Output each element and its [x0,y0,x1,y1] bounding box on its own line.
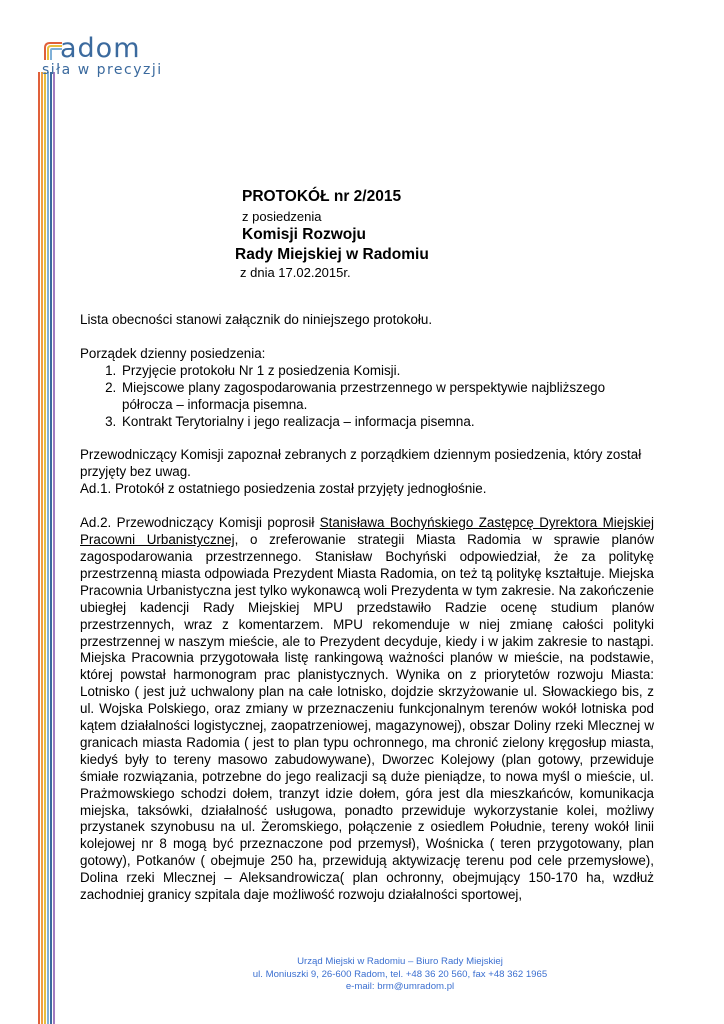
speaker-name: Stanisława Bochyńskiego Zastępcę Dyrektora Miejskiej Pracowni Urbanistycznej [80,515,654,548]
attendance-note: Lista obecności stanowi załącznik do niniejszego protokołu. [80,312,433,327]
document-title: PROTOKÓŁ nr 2/2015 [242,188,402,205]
paragraph-agenda-accepted: Przewodniczący Komisji zapoznał zebranych z porządkiem dziennym posiedzenia, który został przyjęty bez uwag. [80,447,642,480]
paragraph-ad2 [80,515,654,904]
decorative-stripes [38,72,56,1024]
ad2-content: , o zreferowanie strategii Miasta Radomia w sprawie planów zagospodarowania przestrzennego. Stanisław Bochyński odpowiedział, że za politykę przestrzenną miasta odpowiada Prezydent Miasta Radomia, on też tą politykę kształtuje. Miejska Pracownia Urbanistyczna jest tylko wykonawcą woli Prezydenta w tym zakresie. Na zakończenie ubiegłej kadencji Rady Miejskiej MPU przedstawiło Radzie ocenę studium planów przestrzennych, wraz z komentarzem. MPU rekomenduje w niej zmianę całości polityki przestrzennej w naszym mieście, ale to Prezydent decyduje, kiedy i w jakim zakresie to nastąpi. Miejska Pracownia przygotowała listę rankingową ważności planów w mieście, na podstawie, której powstał harmonogram prac planistycznych. Wynika on z priorytetów rozwoju Miasta: Lotnisko ( jest już uchwalony plan na całe lotnisko, dojdzie skrzyżowanie ul. Słowackiego bis, z ul. Wojska Polskiego, oraz zmiany w przeznaczeniu funkcjonalnym terenów wokół lotniska pod kątem działalności logistycznej, zaopatrzeniowej, magazynowej), obszar Doliny rzeki Mlecznej w granicach miasta Radomia ( jest to plan typu ochronnego, ma chronić zielony kręgosłup miasta, kiedyś były to tereny masowo zabudowywane), Dworzec Kolejowy (plan gotowy, przewiduje śmiałe rozwiązania, potrzebne do jego realizacji są duże pieniądze, to nowa myśl o mieście, ul. Prażmowskiego schodzi dołem, tranzyt idzie dołem, góra jest dla mieszkańców, komunikacja miejska, taksówki, działalność usługowa, ponadto przewiduje wykorzystanie kolei, możliwy przystanek szynobusu na ul. Żeromskiego, połączenie z osiedlem Południe, tereny wokół linii kolejowej nr 8 mogą być przeznaczone pod przemysł), Wośnicka ( teren przygotowany, plan gotowy), Potkanów ( obejmuje 250 ha, przewidują aktywizację terenu pod cele przemysłowe), Dolina rzeki Mlecznej – Aleksandrowicza( plan ochronny, obejmujący 150-170 ha, wzdłuż zachodniej granicy szpitala daje możliwość rozwoju działalności sportowej, [80,532,654,903]
agenda-list [80,363,654,431]
title-subline: z posiedzenia [242,209,322,224]
stripe [50,72,52,1024]
agenda-title: Porządek dzienny posiedzenia: [80,345,266,361]
paragraph-ad1: Ad.1. Protokół z ostatniego posiedzenia został przyjęty jednogłośnie. [80,481,487,497]
agenda-item: 1. Przyjęcie protokołu Nr 1 z posiedzenia Komisji. [120,363,654,380]
meeting-date: z dnia 17.02.2015r. [240,265,351,280]
council-name: Rady Miejskiej w Radomiu [235,246,429,263]
stripe [44,72,46,1024]
footer-office: Urząd Miejski w Radomiu – Biuro Rady Miejskiej [297,956,503,967]
stripe [53,72,55,1024]
footer-address: ul. Moniuszki 9, 26-600 Radom, tel. +48 36 20 560, fax +48 362 1965 [252,968,548,980]
footer-email: e-mail: brm@umradom.pl [345,981,455,993]
stripe [38,72,40,1024]
logo-wordmark: adom [60,33,141,64]
stripe [41,72,43,1024]
committee-name: Komisji Rozwoju [242,226,366,243]
radom-logo [42,33,172,84]
logo-tagline: siła w precyzji [42,62,163,78]
page-footer [200,956,600,994]
agenda-item: 2. Miejscowe plany zagospodarowania przestrzennego w perspektywie najbliższego półrocza – informacja pisemna. [120,380,654,414]
ad2-intro: Ad.2. Przewodniczący Komisji poprosił [80,515,320,531]
document-body [80,312,654,904]
stripe [47,72,49,1024]
agenda-item: 3. Kontrakt Terytorialny i jego realizacja – informacja pisemna. [120,414,654,431]
